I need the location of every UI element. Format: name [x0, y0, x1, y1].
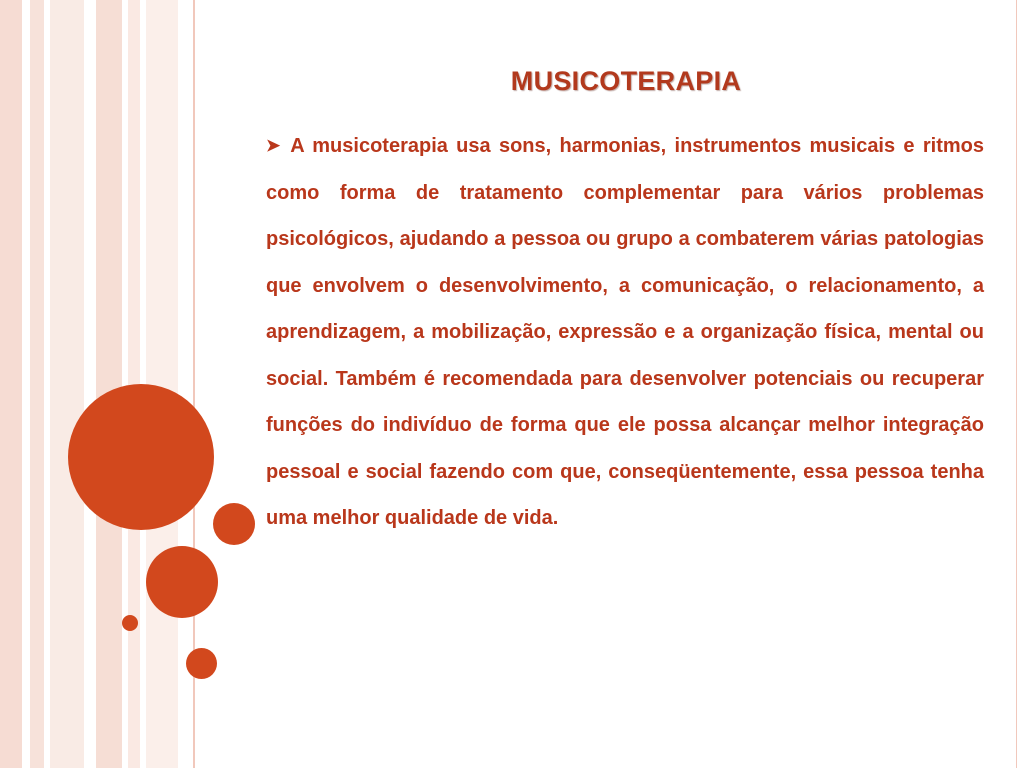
body-text: A musicoterapia usa sons, harmonias, instrumentos musicais e ritmos como forma de tratamento complementar para vários problemas psicológicos, ajudando a pessoa ou grupo a combaterem várias patologias que envolvem o desenvolvimento, a comunicação, o relacionamento, a aprendizagem, a mobilização, expressão e a organização física, mental ou social. Também é recomendada para desenvolver potenciais ou recuperar funções do indivíduo de forma que ele possa alcançar melhor integração pessoal e social fazendo com que, conseqüentemente, essa pessoa tenha uma melhor qualidade de vida.	[266, 135, 984, 529]
slide-body	[266, 123, 984, 542]
decorative-stripe	[50, 0, 84, 768]
decorative-circle-small	[186, 648, 217, 679]
decorative-circle-small	[213, 503, 255, 545]
decorative-stripe	[96, 0, 122, 768]
decorative-circle-tiny	[122, 615, 138, 631]
arrow-bullet-icon: ➤	[266, 136, 281, 155]
slide-title: MUSICOTERAPIA	[510, 66, 742, 96]
decorative-stripe	[0, 0, 22, 768]
decorative-circle-medium	[146, 546, 218, 618]
decorative-circle-large	[68, 384, 214, 530]
decorative-stripe	[30, 0, 44, 768]
right-border-line	[1016, 0, 1017, 768]
